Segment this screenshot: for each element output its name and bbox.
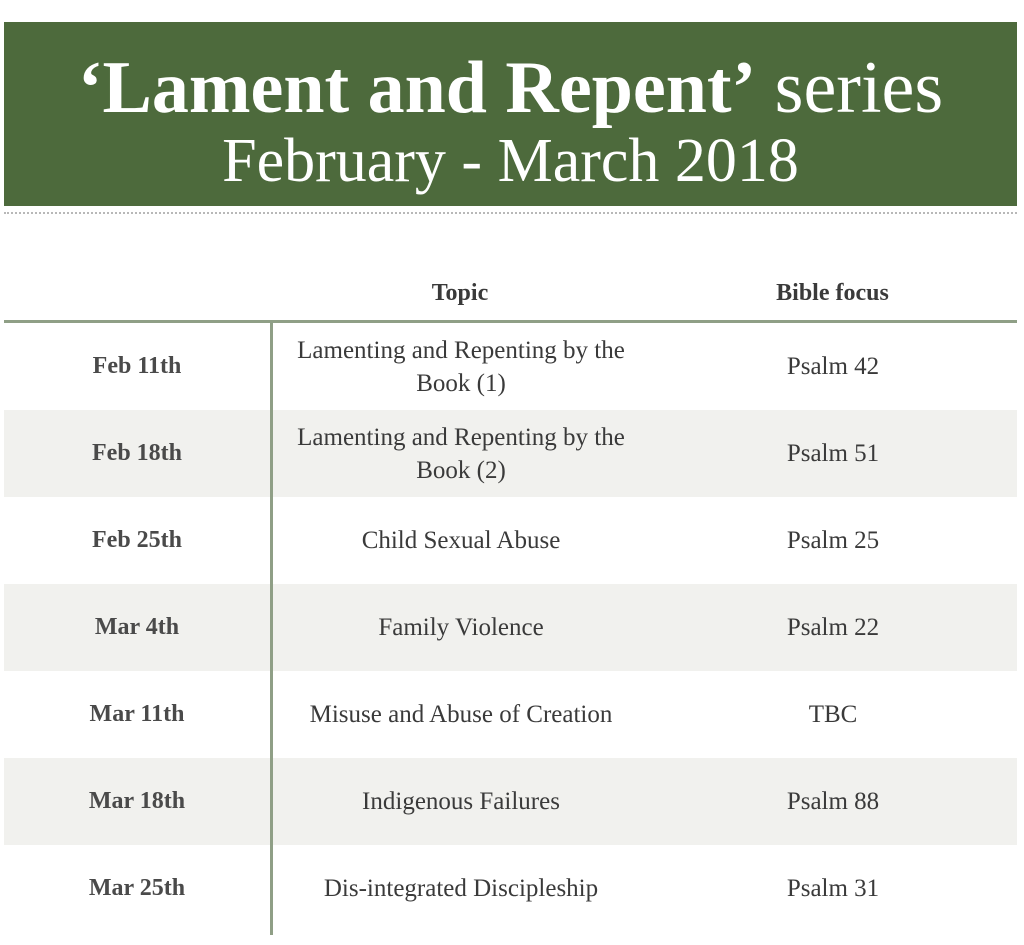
- row-date: Mar 4th: [94, 614, 180, 640]
- table-row: [4, 758, 1017, 845]
- series-dates: February - March 2018: [222, 127, 799, 195]
- row-topic: Indigenous Failures: [362, 788, 560, 815]
- table-row: [4, 497, 1017, 584]
- row-bible-focus: Psalm 25: [786, 526, 880, 554]
- row-bible-focus: Psalm 51: [786, 439, 880, 467]
- row-bible-focus: Psalm 42: [786, 352, 880, 380]
- table-row: [4, 671, 1017, 758]
- column-divider: [270, 323, 273, 935]
- table-row: [4, 323, 1017, 410]
- row-topic: Lamenting and Repenting by the Book (2): [297, 423, 625, 484]
- table-row: [4, 845, 1017, 932]
- row-date: Feb 25th: [92, 527, 182, 553]
- row-topic: Misuse and Abuse of Creation: [309, 701, 613, 728]
- row-date: Mar 18th: [88, 788, 186, 814]
- title-banner: [4, 22, 1017, 206]
- table-row: [4, 410, 1017, 497]
- row-date: Mar 25th: [88, 875, 186, 901]
- row-bible-focus: TBC: [808, 700, 858, 728]
- bible-focus-column-header: Bible focus: [776, 280, 889, 306]
- row-date: Feb 11th: [92, 353, 182, 379]
- series-title-rest: series: [774, 47, 944, 129]
- row-date: Mar 11th: [89, 701, 185, 727]
- row-bible-focus: Psalm 88: [786, 787, 880, 815]
- row-topic: Child Sexual Abuse: [361, 527, 561, 554]
- dotted-divider: [4, 212, 1017, 214]
- row-bible-focus: Psalm 31: [786, 874, 880, 902]
- series-title-bold: ‘Lament and Repent’: [77, 47, 757, 129]
- schedule-table: [4, 323, 1017, 932]
- table-row: [4, 584, 1017, 671]
- topic-column-header: Topic: [431, 280, 489, 306]
- table-header: [4, 270, 1017, 320]
- series-title: [4, 48, 1017, 128]
- row-topic: Dis-integrated Discipleship: [323, 875, 599, 902]
- row-date: Feb 18th: [92, 440, 182, 466]
- row-bible-focus: Psalm 22: [786, 613, 880, 641]
- row-topic: Family Violence: [378, 614, 544, 641]
- row-topic: Lamenting and Repenting by the Book (1): [297, 336, 625, 397]
